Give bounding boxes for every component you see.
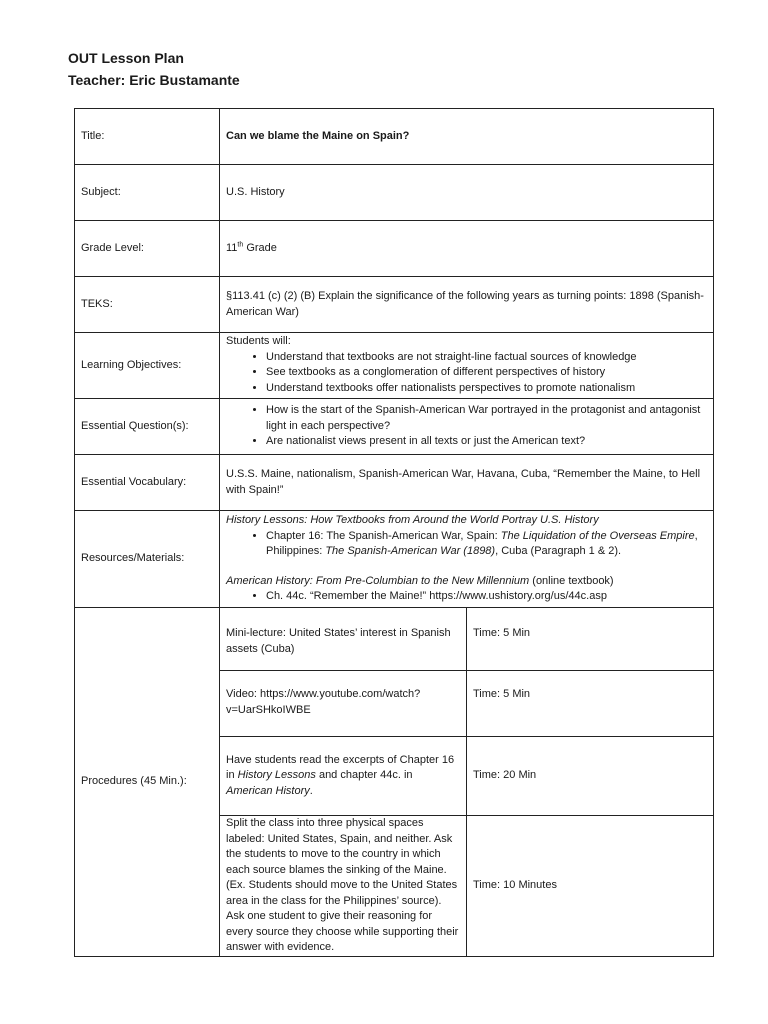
objectives-value xyxy=(220,333,714,399)
objectives-label: Learning Objectives: xyxy=(75,333,220,399)
resources-value xyxy=(220,511,714,608)
list-item: • See textbooks as a conglomeration of different perspectives of history xyxy=(266,365,707,381)
procedure-step-time: Time: 5 Min xyxy=(467,608,714,671)
row-resources xyxy=(75,511,714,608)
resource-book-1-list xyxy=(226,529,707,560)
row-teks xyxy=(75,277,714,333)
procedure-step-time: Time: 10 Minutes xyxy=(467,816,714,957)
questions-label: Essential Question(s): xyxy=(75,399,220,455)
procedure-step-text: Have students read the excerpts of Chapter 16 in History Lessons and chapter 44c. in American History. xyxy=(220,737,467,816)
resource-book-1-title: History Lessons: How Textbooks from Around the World Portray U.S. History xyxy=(226,514,599,526)
row-objectives xyxy=(75,333,714,399)
procedure-step-time: Time: 5 Min xyxy=(467,671,714,737)
teks-value: §113.41 (c) (2) (B) Explain the significance of the following years as turning points: 1898 (Spanish-American War) xyxy=(220,277,714,333)
vocabulary-label: Essential Vocabulary: xyxy=(75,455,220,511)
subject-value: U.S. History xyxy=(220,165,714,221)
grade-word: Grade xyxy=(243,241,277,254)
questions-list xyxy=(226,403,707,450)
procedures-label: Procedures (45 Min.): xyxy=(75,608,220,957)
grade-label: Grade Level: xyxy=(75,221,220,277)
procedure-step-time: Time: 20 Min xyxy=(467,737,714,816)
resources-label: Resources/Materials: xyxy=(75,511,220,608)
subject-label: Subject: xyxy=(75,165,220,221)
list-item: • Understand textbooks offer nationalists perspectives to promote nationalism xyxy=(266,381,707,397)
row-subject xyxy=(75,165,714,221)
title-label: Title: xyxy=(75,109,220,165)
row-grade xyxy=(75,221,714,277)
list-item: • Understand that textbooks are not straight-line factual sources of knowledge xyxy=(266,350,707,366)
list-item: • Are nationalist views present in all texts or just the American text? xyxy=(266,434,707,450)
grade-number: 11 xyxy=(226,241,238,254)
lesson-plan-table xyxy=(74,108,714,957)
procedure-step xyxy=(75,608,714,671)
document-title: OUT Lesson Plan xyxy=(68,50,184,66)
teacher-name: Teacher: Eric Bustamante xyxy=(68,72,240,88)
list-item: • Chapter 16: The Spanish-American War, Spain: The Liquidation of the Overseas Empire, Philippines: The Spanish-American War (1898), Cuba (Paragraph 1 & 2). xyxy=(266,529,707,560)
teks-label: TEKS: xyxy=(75,277,220,333)
procedure-step-text: Split the class into three physical spaces labeled: United States, Spain, and neither. Ask the students to move to the country in which each source blames the sinking of the Maine. (Ex. Students should move to the United States area in the class for the Philippines’ source). Ask one student to give their reasoning for every source they choose while supporting their answer with evidence. xyxy=(220,816,467,957)
row-questions xyxy=(75,399,714,455)
grade-value xyxy=(220,221,714,277)
questions-value xyxy=(220,399,714,455)
resource-book-2-list xyxy=(226,589,707,605)
list-item: • How is the start of the Spanish-American War portrayed in the protagonist and antagonist light in each perspective? xyxy=(266,403,707,434)
vocabulary-value: U.S.S. Maine, nationalism, Spanish-American War, Havana, Cuba, “Remember the Maine, to Hell with Spain!” xyxy=(220,455,714,511)
grade-suffix: th xyxy=(237,241,244,249)
procedure-step-text: Video: https://www.youtube.com/watch?v=UarSHkoIWBE xyxy=(220,671,467,737)
row-vocabulary xyxy=(75,455,714,511)
objectives-list xyxy=(226,350,707,397)
objectives-intro: Students will: xyxy=(226,335,291,347)
document-header xyxy=(68,47,240,91)
list-item: • Ch. 44c. “Remember the Maine!” https://www.ushistory.org/us/44c.asp xyxy=(266,589,707,605)
procedure-step-text: Mini-lecture: United States’ interest in Spanish assets (Cuba) xyxy=(220,608,467,671)
row-title xyxy=(75,109,714,165)
resource-book-2-title: American History: From Pre-Columbian to the New Millennium (online textbook) xyxy=(226,574,614,587)
title-value: Can we blame the Maine on Spain? xyxy=(220,109,714,165)
